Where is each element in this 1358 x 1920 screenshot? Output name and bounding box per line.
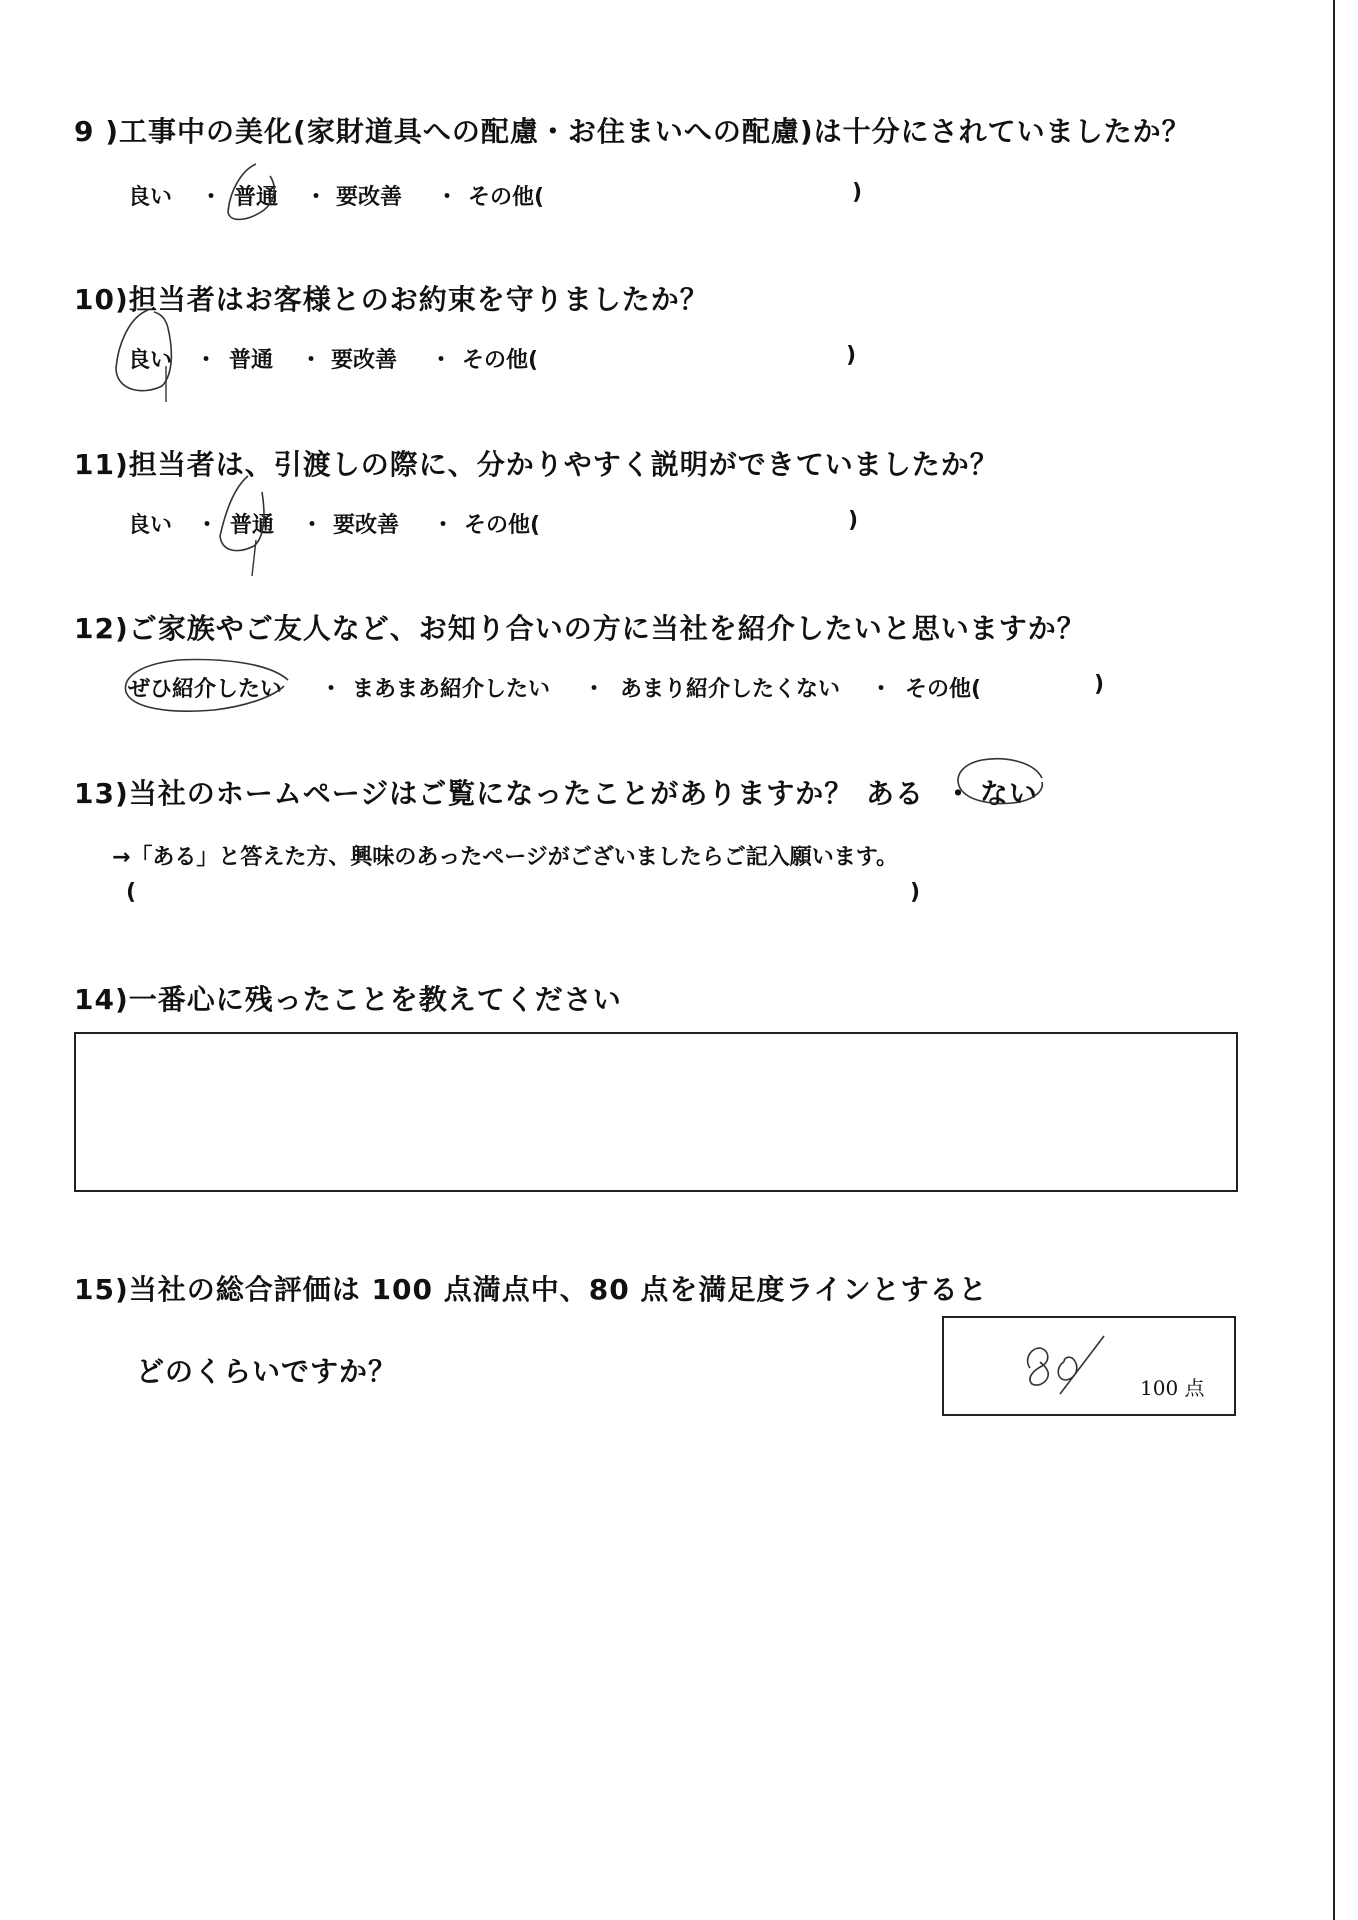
q11-option-normal[interactable]: 普通 (230, 513, 275, 538)
q10-option-normal[interactable]: 普通 (229, 348, 274, 373)
q10-option-other[interactable]: その他( (462, 348, 539, 373)
separator: ・ (200, 185, 223, 210)
q11-option-good[interactable]: 良い (128, 513, 173, 538)
q10-other-close: ) (846, 343, 857, 368)
separator: ・ (320, 677, 343, 702)
q12-option-definitely[interactable]: ぜひ紹介したい (128, 677, 283, 702)
q13-followup-instruction: →「ある」と答えた方、興味のあったページがございましたらご記入願います。 (112, 845, 899, 870)
q13-option-no[interactable]: ない (980, 777, 1039, 810)
question-15-line2: どのくらいですか？ (136, 1355, 398, 1388)
separator: ・ (430, 348, 453, 373)
separator: ・ (300, 348, 323, 373)
q10-option-needs-improvement[interactable]: 要改善 (331, 348, 398, 373)
question-15: 15)当社の総合評価は 100 点満点中、80 点を満足度ラインとすると (74, 1273, 988, 1306)
question-9: 9 )工事中の美化(家財道具への配慮・お住まいへの配慮)は十分にされていましたか？ (74, 115, 1191, 148)
q9-option-good[interactable]: 良い (128, 185, 173, 210)
q13-followup-open: ( (126, 880, 137, 905)
q9-option-needs-improvement[interactable]: 要改善 (336, 185, 403, 210)
question-13: 13)当社のホームページはご覧になったことがありますか？ (74, 777, 854, 810)
q11-option-other[interactable]: その他( (464, 513, 541, 538)
q10-option-good[interactable]: 良い (128, 348, 173, 373)
q15-score-denominator: 100 点 (1140, 1376, 1205, 1400)
separator: ・ (436, 185, 459, 210)
question-14: 14)一番心に残ったことを教えてください (74, 983, 622, 1016)
separator: ・ (944, 777, 974, 810)
q14-answer-text (76, 1034, 1236, 1054)
q9-option-normal[interactable]: 普通 (234, 185, 279, 210)
q15-score-box[interactable] (942, 1316, 1236, 1416)
q9-option-other[interactable]: その他( (468, 185, 545, 210)
separator: ・ (305, 185, 328, 210)
q11-other-close: ) (848, 508, 859, 533)
q12-option-other[interactable]: その他( (905, 677, 982, 702)
separator: ・ (870, 677, 893, 702)
question-10: 10)担当者はお客様とのお約束を守りましたか？ (74, 283, 709, 316)
separator: ・ (196, 513, 219, 538)
question-12: 12)ご家族やご友人など、お知り合いの方に当社を紹介したいと思いますか？ (74, 612, 1086, 645)
q12-option-not-really[interactable]: あまり紹介したくない (620, 677, 841, 702)
separator: ・ (432, 513, 455, 538)
separator: ・ (195, 348, 218, 373)
question-11: 11)担当者は、引渡しの際に、分かりやすく説明ができていましたか？ (74, 448, 999, 481)
q14-answer-box[interactable] (74, 1032, 1238, 1192)
q13-followup-close: ) (910, 880, 921, 905)
q12-option-somewhat[interactable]: まあまあ紹介したい (352, 677, 551, 702)
q13-option-yes[interactable]: ある (866, 777, 925, 810)
separator: ・ (583, 677, 606, 702)
q9-other-close: ) (852, 180, 863, 205)
q11-option-needs-improvement[interactable]: 要改善 (333, 513, 400, 538)
q12-other-close: ) (1094, 672, 1105, 697)
separator: ・ (301, 513, 324, 538)
page-edge-line (1333, 0, 1335, 1920)
